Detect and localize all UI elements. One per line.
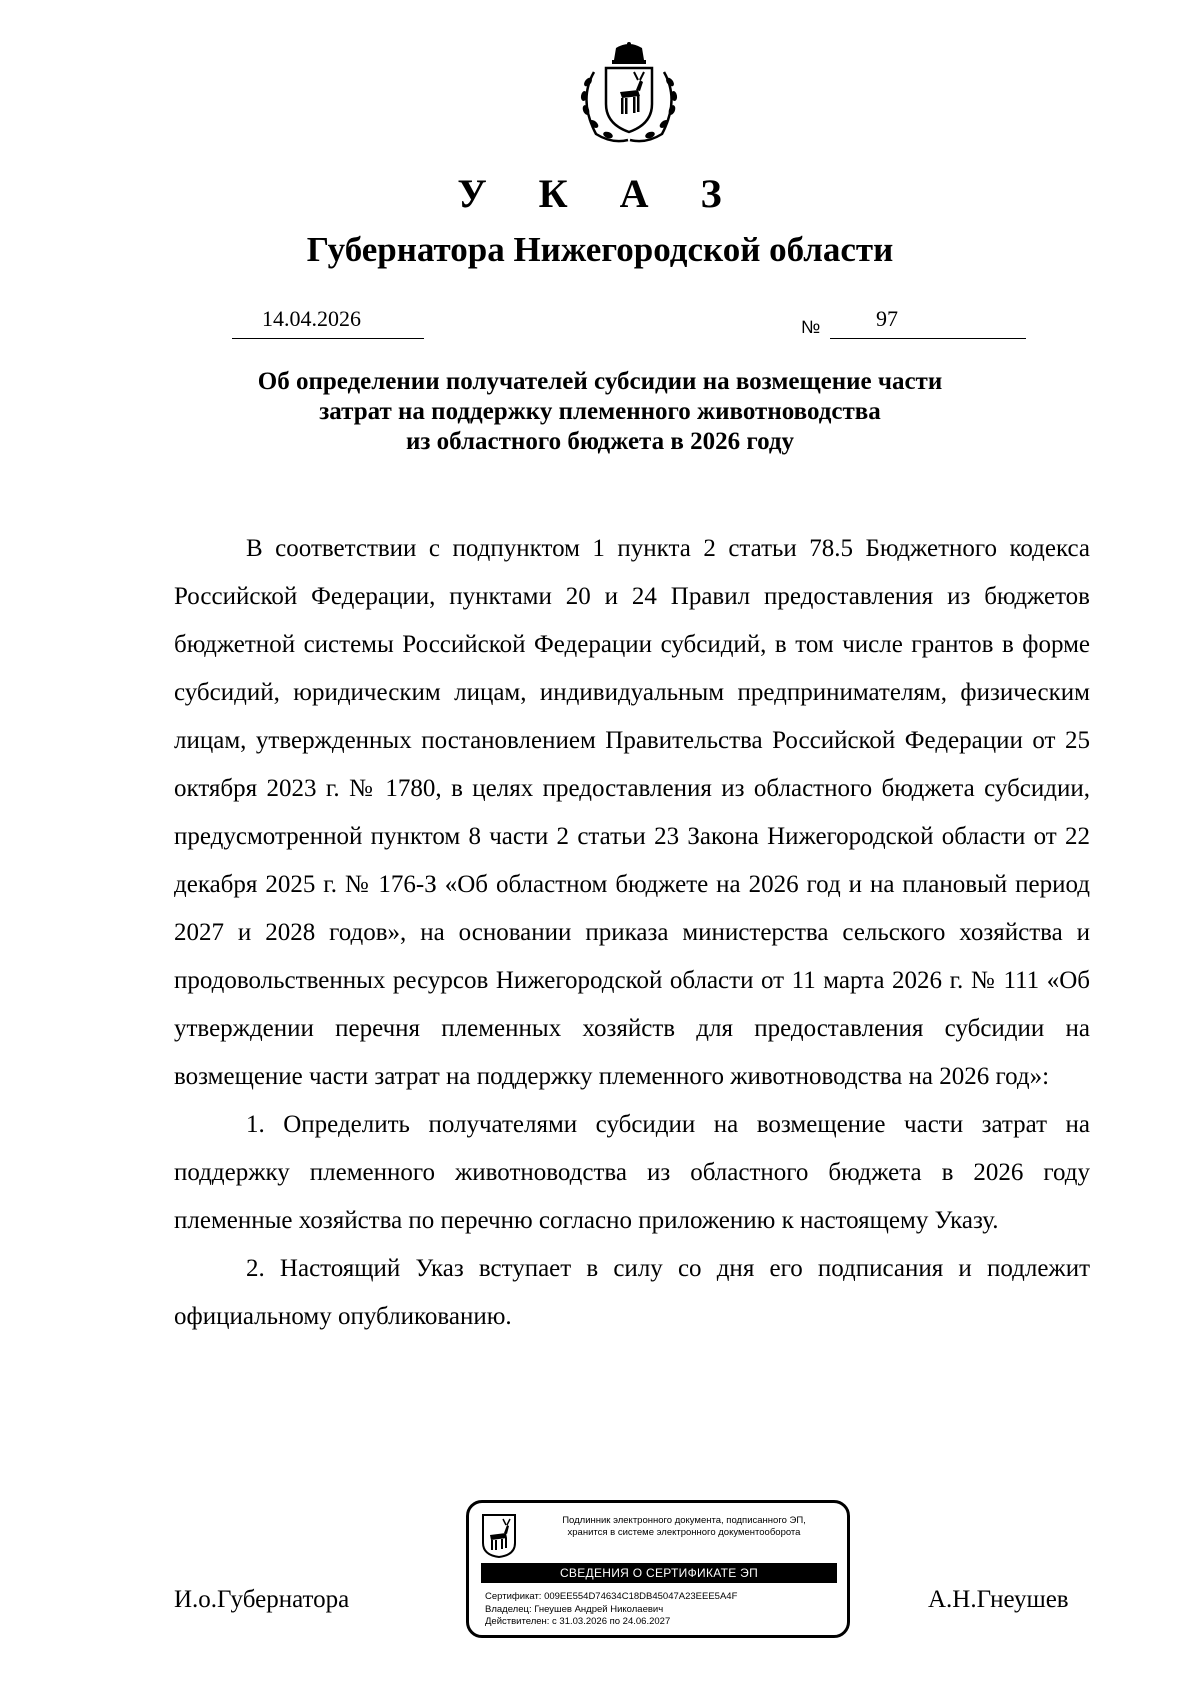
certificate-number: Сертификат: 009EE554D74634C18DB45047A23EEE5A4F [485, 1591, 738, 1602]
document-subject [0, 367, 1200, 457]
subject-line: затрат на поддержку племенного животноводства [319, 398, 881, 425]
number-sign: № [801, 317, 821, 337]
subject-line: Об определении получателей субсидии на возмещение части [257, 368, 943, 395]
body-paragraph: 2. Настоящий Указ вступает в силу со дня его подписания и подлежит официальному опубликованию. [174, 1255, 1090, 1330]
document-date: 14.04.2026 [262, 306, 361, 331]
body-paragraph: В соответствии с подпунктом 1 пункта 2 статьи 78.5 Бюджетного кодекса Российской Федерации, пунктами 20 и 24 Правил предоставления из бюджетов бюджетной системы Российской Федерации субсидий, в том числе грантов в форме субсидий, юридическим лицам, индивидуальным предпринимателям, физическим лицам, утвержденных постановлением Правительства Российской Федерации от 25 октября 2023 г. № 1780, в целях предоставления из областного бюджета субсидии, предусмотренной пунктом 8 части 2 статьи 23 Закона Нижегородской области от 22 декабря 2025 г. № 176-З «Об областном бюджете на 2026 год и на плановый период 2027 и 2028 годов», на основании приказа министерства сельского хозяйства и продовольственных ресурсов Нижегородской области от 11 марта 2026 г. № 111 «Об утверждении перечня племенных хозяйств для предоставления субсидии на возмещение части затрат на поддержку племенного животноводства на 2026 год»: [174, 535, 1090, 1090]
issuer-title: Губернатора Нижегородской области [306, 230, 894, 269]
signer-name: А.Н.Гнеушев [928, 1586, 1069, 1613]
document-number: 97 [876, 306, 898, 331]
signer-position: И.о.Губернатора [174, 1586, 350, 1613]
body-paragraph: 1. Определить получателями субсидии на возмещение части затрат на поддержку племенного животноводства из областного бюджета в 2026 году племенные хозяйства по перечню согласно приложению к настоящему Указу. [174, 1111, 1090, 1234]
certificate-validity: Действителен: с 31.03.2026 по 24.06.2027 [485, 1616, 671, 1627]
electronic-signature-stamp [466, 1500, 850, 1638]
document-body [174, 525, 1090, 1341]
stamp-header-line: хранится в системе электронного документооборота [567, 1527, 801, 1538]
certificate-owner: Владелец: Гнеушев Андрей Николаевич [485, 1603, 664, 1615]
deer-emblem-icon [481, 1513, 517, 1559]
number-underline [830, 312, 1026, 339]
document-type-title: У К А З [457, 171, 743, 216]
certificate-details [485, 1591, 737, 1629]
coat-of-arms-emblem [572, 42, 686, 145]
certificate-info-bar: СВЕДЕНИЯ О СЕРТИФИКАТЕ ЭП [481, 1563, 837, 1583]
stamp-header [529, 1515, 839, 1539]
stamp-header-line: Подлинник электронного документа, подписанного ЭП, [562, 1515, 806, 1526]
subject-line: из областного бюджета в 2026 году [405, 428, 795, 455]
